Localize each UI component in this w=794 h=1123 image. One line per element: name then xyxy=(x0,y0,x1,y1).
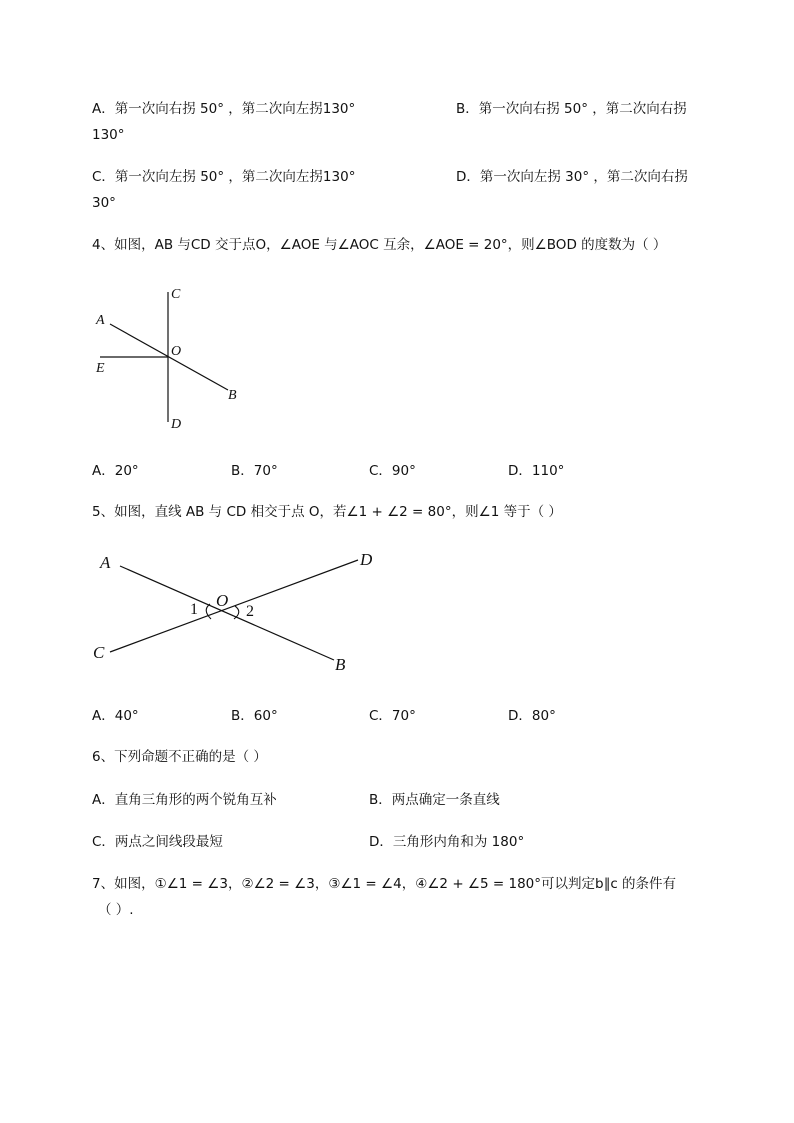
q4-option-b: B．70° xyxy=(231,463,278,479)
q3-option-d: D．第一次向左拐 30° ，第二次向右拐 xyxy=(456,169,688,185)
q4-option-c: C．90° xyxy=(369,463,416,479)
q4-stem: 4、如图，AB 与CD 交于点O，∠AOE 与∠AOC 互余，∠AOE = 20°，则∠BOD 的度数为（ ） xyxy=(92,237,667,253)
q5-option-b: B．60° xyxy=(231,708,278,724)
q4-label-d: D xyxy=(171,417,182,432)
q3-option-b: B．第一次向右拐 50° ，第二次向右拐 xyxy=(456,101,687,117)
q4-option-a: A．20° xyxy=(92,463,139,479)
q5-label-b: B xyxy=(335,655,346,674)
q4-label-e: E xyxy=(96,361,105,376)
q4-label-o: O xyxy=(171,344,182,359)
q5-label-d: D xyxy=(360,550,373,569)
q4-option-d: D．110° xyxy=(508,463,565,479)
q7-stem-continued: （ ）. xyxy=(98,902,134,918)
q6-option-d: D．三角形内角和为 180° xyxy=(369,834,525,850)
q5-angle-2-arc xyxy=(234,606,239,619)
q5-stem: 5、如图，直线 AB 与 CD 相交于点 O，若∠1 + ∠2 = 80°，则∠1 等于（ ） xyxy=(92,504,562,520)
q5-label-2: 2 xyxy=(246,603,254,620)
q5-line-ab xyxy=(120,566,334,660)
q4-label-a: A xyxy=(96,313,105,328)
q3-option-c: C．第一次向左拐 50° ，第二次向左拐130° xyxy=(92,169,356,185)
q6-option-c: C．两点之间线段最短 xyxy=(92,834,223,850)
q5-figure xyxy=(88,548,388,678)
q6-option-a: A．直角三角形的两个锐角互补 xyxy=(92,792,277,808)
q4-label-c: C xyxy=(171,287,181,302)
q5-line-cd xyxy=(110,560,358,652)
q5-option-d: D．80° xyxy=(508,708,556,724)
q4-label-b: B xyxy=(228,388,237,403)
q5-label-1: 1 xyxy=(190,601,198,618)
q5-label-c: C xyxy=(93,643,105,662)
q3-option-b-continued: 130° xyxy=(92,127,125,143)
q7-stem: 7、如图，①∠1 = ∠3，②∠2 = ∠3，③∠1 = ∠4，④∠2 + ∠5 = 180°可以判定b∥c 的条件有 xyxy=(92,876,677,892)
q6-stem: 6、下列命题不正确的是（ ） xyxy=(92,749,267,765)
q5-option-c: C．70° xyxy=(369,708,416,724)
q3-option-d-continued: 30° xyxy=(92,195,116,211)
q3-option-a: A．第一次向右拐 50° ，第二次向左拐130° xyxy=(92,101,356,117)
q5-label-o: O xyxy=(216,591,229,610)
q6-option-b: B．两点确定一条直线 xyxy=(369,792,500,808)
q5-label-a: A xyxy=(100,553,111,572)
q4-figure xyxy=(88,282,258,432)
q5-option-a: A．40° xyxy=(92,708,139,724)
